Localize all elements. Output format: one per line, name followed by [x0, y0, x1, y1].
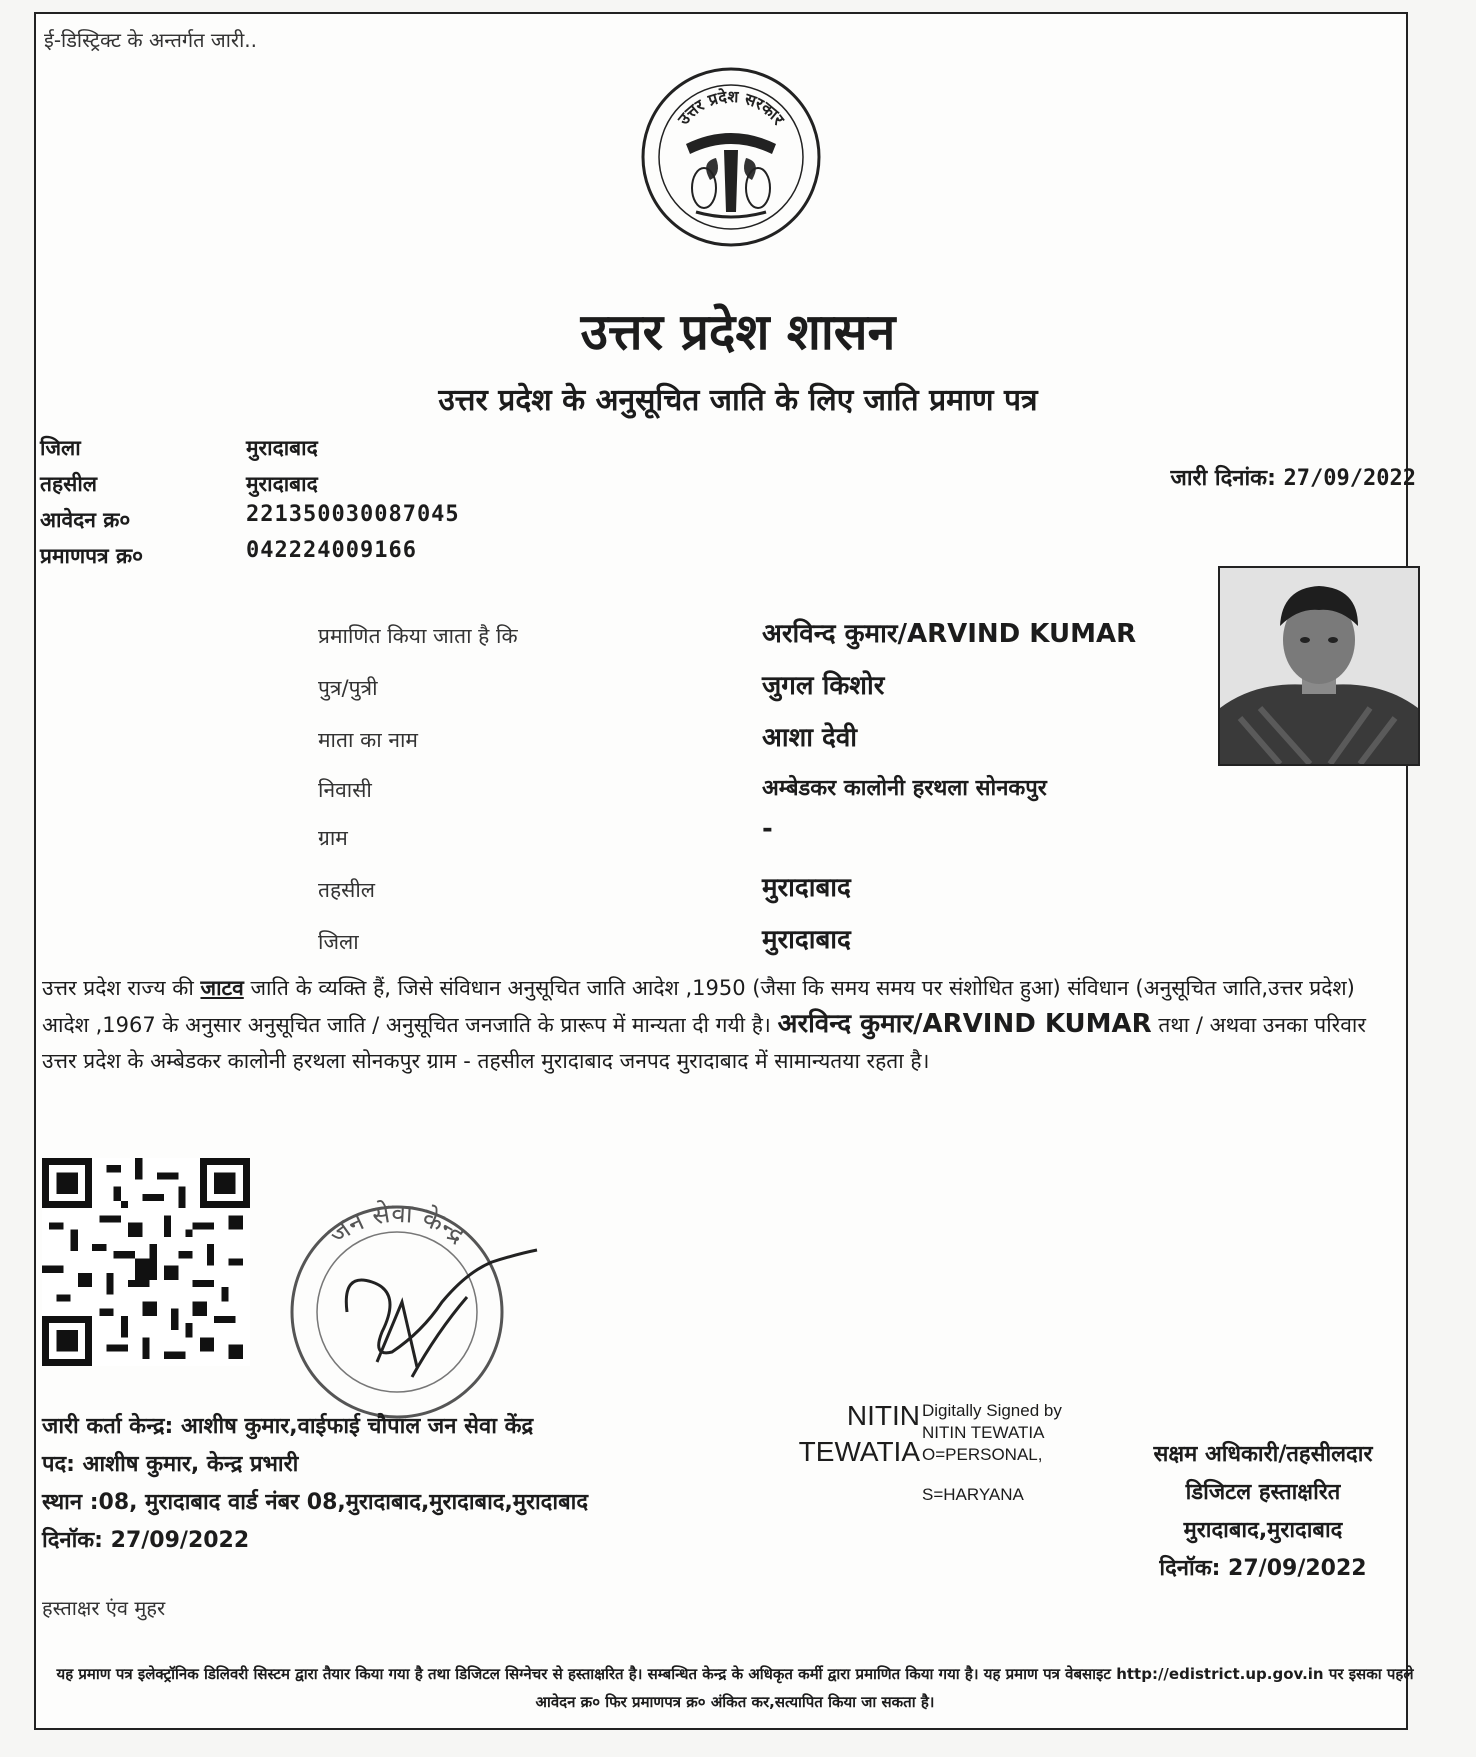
certificate-statement: [42, 970, 1372, 1079]
certificate-number-label: प्रमाणपत्र क्र०: [40, 544, 144, 568]
issuer-designation: पद: आशीष कुमार, केन्द्र प्रभारी: [42, 1452, 299, 1477]
tehsil-label: तहसील: [40, 472, 97, 496]
application-number: 221350030087045: [246, 502, 460, 527]
tehsil-value: मुरादाबाद: [246, 472, 318, 496]
centre-seal-and-signature: [252, 1162, 542, 1422]
applicant-photo: [1218, 566, 1420, 766]
statement-part2: जाति के व्यक्ति हैं, जिसे संविधान अनुसूचित जाति आदेश ,1950 (जैसा कि समय समय पर संशोधित हुआ) संविधान (अनुसूचित जाति,उत्तर प्रदेश) आदेश ,1967 के अनुसार अनुसूचित जाति / अनुसूचित जनजाति के प्रारूप में मान्यता दी गयी है।: [42, 976, 1355, 1037]
signature-and-seal-note: हस्ताक्षर एंव मुहर: [42, 1596, 166, 1620]
officer-date: दिनॉक: 27/09/2022: [1159, 1556, 1367, 1581]
government-title: उत्तर प्रदेश शासन: [580, 302, 896, 361]
father-name: जुगल किशोर: [762, 671, 885, 701]
field-district-label: जिला: [318, 930, 359, 954]
ds-line2: NITIN TEWATIA: [922, 1423, 1045, 1442]
issue-date: [1171, 462, 1416, 492]
field-tehsil-value: मुरादाबाद: [762, 873, 851, 903]
resident-label: निवासी: [318, 778, 372, 802]
statement-applicant-name: अरविन्द कुमार/ARVIND KUMAR: [777, 1009, 1152, 1039]
parent-label: पुत्र/पुत्री: [318, 676, 378, 700]
mother-name: आशा देवी: [762, 723, 858, 753]
officer-block: [1098, 1436, 1428, 1588]
issue-date-value: 27/09/2022: [1283, 466, 1416, 491]
svg-text:उत्तर प्रदेश सरकार: उत्तर प्रदेश सरकार: [673, 86, 789, 129]
field-tehsil-label: तहसील: [318, 878, 375, 902]
signer-name-line2: TEWATIA: [798, 1436, 920, 1467]
digital-signer-name: [740, 1398, 920, 1470]
caste-name: जाटव: [200, 976, 244, 1000]
statement-part3: तथा / अथवा उनका परिवार उत्तर प्रदेश के अम्बेडकर कालोनी हरथला सोनकपुर ग्राम - तहसील मुरादाबाद जनपद मुरादाबाद में सामान्यतया रहता है।: [42, 1013, 1366, 1073]
digital-signature-details: [922, 1400, 1062, 1506]
applicant-name: अरविन्द कुमार/ARVIND KUMAR: [762, 619, 1137, 649]
mother-label: माता का नाम: [318, 728, 418, 752]
ds-line3: O=PERSONAL,: [922, 1445, 1043, 1464]
ds-line4: S=HARYANA: [922, 1485, 1024, 1504]
verification-footer: यह प्रमाण पत्र इलेक्ट्रॉनिक डिलिवरी सिस्टम द्वारा तैयार किया गया है तथा डिजिटल सिग्नेचर से हस्ताक्षरित है। सम्बन्धित केन्द्र के अधिकृत कर्मी द्वारा प्रमाणित किया गया है। यह प्रमाण पत्र वेबसाइट http://edistrict.up.gov.in पर इसका पहले आवेदन क्र० फिर प्रमाणपत्र क्र० अंकित कर,सत्यापित किया जा सकता है।: [56, 1665, 1414, 1711]
officer-title: सक्षम अधिकारी/तहसीलदार: [1153, 1442, 1373, 1467]
issue-date-label: जारी दिनांक:: [1170, 466, 1276, 491]
signer-name-line1: NITIN: [846, 1400, 920, 1431]
issuer-date: दिनॉक: 27/09/2022: [42, 1528, 250, 1553]
statement-part1: उत्तर प्रदेश राज्य की: [42, 976, 194, 1000]
application-number-label: आवेदन क्र०: [40, 508, 131, 532]
village-label: ग्राम: [318, 826, 348, 850]
certified-label: प्रमाणित किया जाता है कि: [318, 624, 518, 648]
officer-digitally-signed: डिजिटल हस्ताक्षरित: [1185, 1480, 1341, 1505]
district-value: मुरादाबाद: [246, 436, 318, 460]
issuer-place: स्थान :08, मुरादाबाद वार्ड नंबर 08,मुरादाबाद,मुरादाबाद,मुरादाबाद: [42, 1490, 589, 1515]
qr-code[interactable]: [42, 1158, 250, 1366]
issued-under-note: ई-डिस्ट्रिक्ट के अन्तर्गत जारी..: [44, 28, 257, 52]
district-label: जिला: [40, 436, 81, 460]
issuing-centre: जारी कर्ता केन्द्र: आशीष कुमार,वाईफाई चौपाल जन सेवा केंद्र: [42, 1414, 534, 1439]
certificate-title: उत्तर प्रदेश के अनुसूचित जाति के लिए जाति प्रमाण पत्र: [438, 383, 1038, 418]
village-value: -: [762, 814, 773, 844]
resident-address: अम्बेडकर कालोनी हरथला सोनकपुर: [762, 776, 1047, 801]
svg-text:जन सेवा केन्द्र: जन सेवा केन्द्र: [323, 1198, 471, 1251]
ds-line1: Digitally Signed by: [922, 1401, 1062, 1420]
up-government-emblem: [636, 62, 826, 252]
officer-location: मुरादाबाद,मुरादाबाद: [1183, 1518, 1343, 1543]
field-district-value: मुरादाबाद: [762, 925, 851, 955]
certificate-number: 042224009166: [246, 538, 417, 563]
